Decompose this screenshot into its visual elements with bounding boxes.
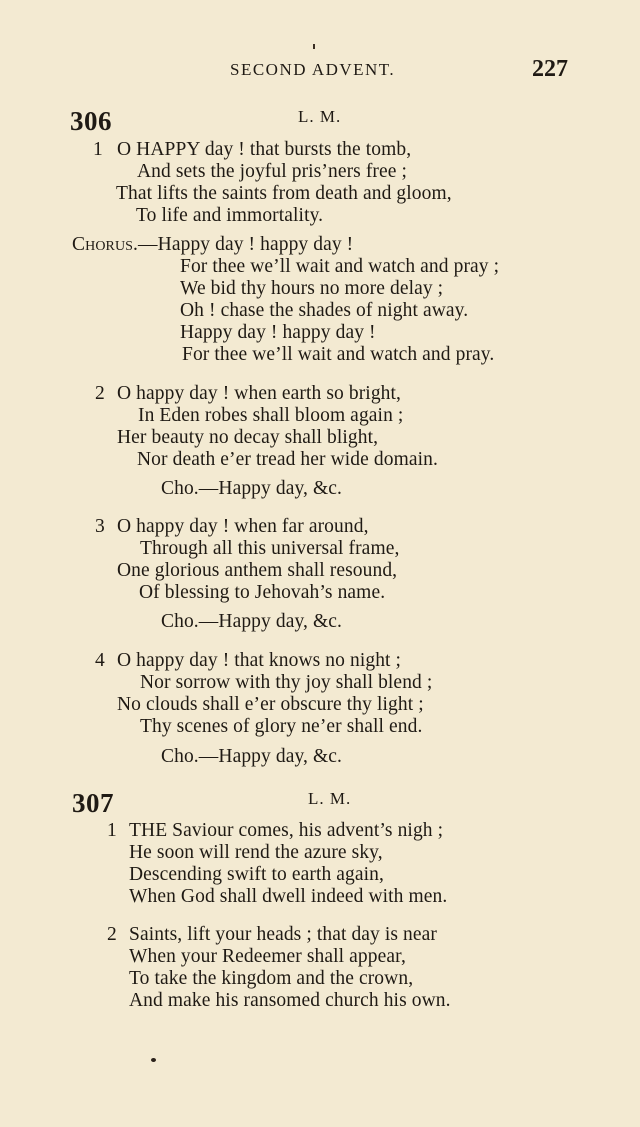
verse-line: And sets the joyful pris’ners free ;	[137, 161, 408, 182]
stanza-number: 2	[95, 383, 105, 404]
verse-line: When God shall dwell indeed with men.	[129, 886, 448, 907]
verse-line: He soon will rend the azure sky,	[129, 842, 383, 863]
chorus-label: Chorus.	[72, 234, 139, 255]
stanza-number: 2	[107, 924, 117, 945]
verse-line: When your Redeemer shall appear,	[129, 946, 406, 967]
verse-line: To life and immortality.	[136, 205, 324, 226]
stanza-number: 4	[95, 650, 105, 671]
chorus-reference: Cho.—Happy day, &c.	[161, 746, 342, 767]
chorus-line: Happy day ! happy day !	[157, 234, 354, 255]
verse-line: Of blessing to Jehovah’s name.	[139, 582, 386, 603]
hymn-number: 307	[72, 788, 114, 818]
chorus-line: For thee we’ll wait and watch and pray ;	[180, 256, 500, 277]
verse-line: O happy day ! that knows no night ;	[117, 650, 402, 671]
chorus-line: Happy day ! happy day !	[180, 322, 376, 343]
verse-line: Saints, lift your heads ; that day is near	[129, 924, 438, 945]
chorus-reference: Cho.—Happy day, &c.	[161, 478, 342, 499]
verse-line: O happy day ! when earth so bright,	[117, 383, 402, 404]
chorus-line: Oh ! chase the shades of night away.	[180, 300, 469, 321]
verse-line: Nor sorrow with thy joy shall blend ;	[140, 672, 433, 693]
chorus-reference: Cho.—Happy day, &c.	[161, 611, 342, 632]
chorus-dash: —	[138, 234, 158, 255]
chorus-heading	[72, 234, 353, 256]
verse-line: Nor death e’er tread her wide domain.	[137, 449, 438, 470]
verse-line: Thy scenes of glory ne’er shall end.	[140, 716, 423, 737]
hymn-meter: L. M.	[298, 107, 342, 126]
verse-line: THE Saviour comes, his advent’s nigh ;	[129, 820, 444, 841]
hymn-meter: L. M.	[308, 789, 352, 808]
page-number: 227	[532, 56, 568, 82]
verse-line: O HAPPY day ! that bursts the tomb,	[117, 139, 412, 160]
print-mark	[313, 44, 315, 49]
stanza-number: 1	[93, 139, 103, 160]
running-header: SECOND ADVENT.	[230, 60, 396, 79]
verse-line: One glorious anthem shall resound,	[117, 560, 398, 581]
verse-line: To take the kingdom and the crown,	[129, 968, 414, 989]
hymn-number: 306	[70, 106, 112, 136]
stanza-number: 1	[107, 820, 117, 841]
verse-line: In Eden robes shall bloom again ;	[138, 405, 404, 426]
verse-line: And make his ransomed church his own.	[129, 990, 451, 1011]
verse-line: No clouds shall e’er obscure thy light ;	[117, 694, 424, 715]
ink-speck	[151, 1058, 156, 1062]
stanza-number: 3	[95, 516, 105, 537]
verse-line: That lifts the saints from death and gloom,	[116, 183, 452, 204]
chorus-line: For thee we’ll wait and watch and pray.	[182, 344, 495, 365]
verse-line: O happy day ! when far around,	[117, 516, 369, 537]
verse-line: Her beauty no decay shall blight,	[117, 427, 379, 448]
verse-line: Through all this universal frame,	[140, 538, 400, 559]
verse-line: Descending swift to earth again,	[129, 864, 384, 885]
chorus-line: We bid thy hours no more delay ;	[180, 278, 444, 299]
